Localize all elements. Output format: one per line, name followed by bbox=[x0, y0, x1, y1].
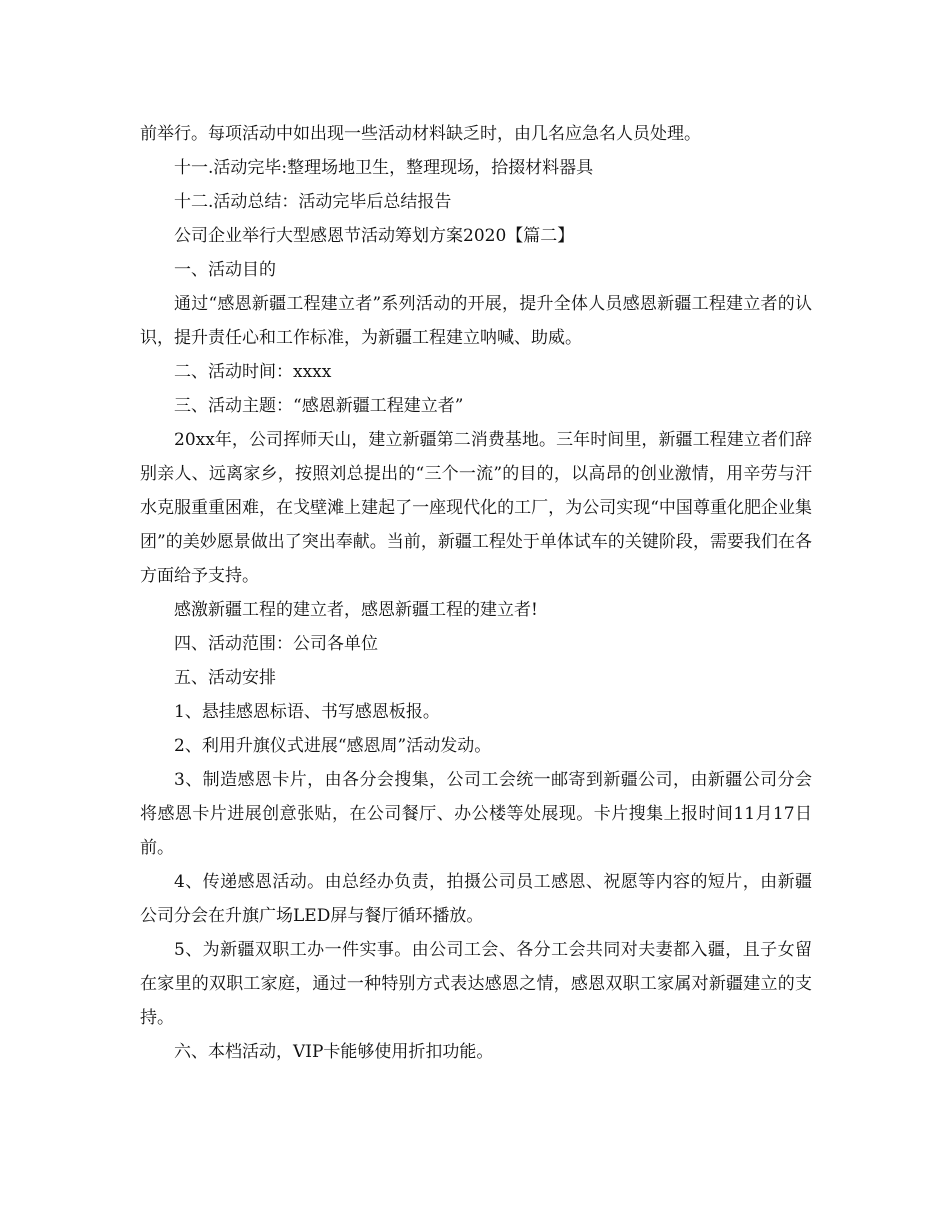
paragraph-continuation: 前举行。每项活动中如出现一些活动材料缺乏时，由几名应急名人员处理。 bbox=[140, 124, 701, 144]
section-title: 公司企业举行大型感恩节活动筹划方案2020【篇二】 bbox=[174, 226, 575, 246]
list-item-5: 5、为新疆双职工办一件实事。由公司工会、各分工会共同对夫妻都入疆，且子女留在家里的双职工家庭，通过一种特别方式表达感恩之情，感恩双职工家属对新疆建立的支持。 bbox=[140, 940, 812, 1028]
heading-theme: 三、活动主题：“感恩新疆工程建立者” bbox=[174, 396, 464, 416]
heading-scope: 四、活动范围：公司各单位 bbox=[174, 634, 378, 654]
heading-purpose: 一、活动目的 bbox=[174, 260, 276, 280]
list-item-1: 1、悬挂感恩标语、书写感恩板报。 bbox=[174, 702, 440, 722]
paragraph-purpose: 通过“感恩新疆工程建立者”系列活动的开展，提升全体人员感恩新疆工程建立者的认识，提升责任心和工作标准，为新疆工程建立呐喊、助威。 bbox=[140, 294, 812, 348]
heading-time: 二、活动时间：xxxx bbox=[174, 362, 332, 382]
list-item-2: 2、利用升旗仪式进展“感恩周”活动发动。 bbox=[174, 736, 492, 756]
heading-arrangement: 五、活动安排 bbox=[174, 668, 276, 688]
paragraph-item-eleven: 十一.活动完毕:整理场地卫生，整理现场，拾掇材料器具 bbox=[174, 158, 594, 178]
list-item-3: 3、制造感恩卡片，由各分会搜集，公司工会统一邮寄到新疆公司，由新疆公司分会将感恩卡片进展创意张贴，在公司餐厅、办公楼等处展现。卡片搜集上报时间11月17日前。 bbox=[140, 770, 812, 858]
paragraph-item-twelve: 十二.活动总结：活动完毕后总结报告 bbox=[174, 192, 452, 212]
list-item-4: 4、传递感恩活动。由总经办负责，拍摄公司员工感恩、祝愿等内容的短片，由新疆公司分会在升旗广场LED屏与餐厅循环播放。 bbox=[140, 872, 812, 926]
document-body bbox=[140, 117, 812, 1069]
paragraph-background: 20xx年，公司挥师天山，建立新疆第二消费基地。三年时间里，新疆工程建立者们辞别亲人、远离家乡，按照刘总提出的“三个一流”的目的，以高昂的创业激情，用辛劳与汗水克服重重困难，在戈壁滩上建起了一座现代化的工厂，为公司实现“中国尊重化肥企业集团”的美妙愿景做出了突出奉献。当前，新疆工程处于单体试车的关键阶段，需要我们在各方面给予支持。 bbox=[140, 430, 812, 586]
paragraph-thanks: 感激新疆工程的建立者，感恩新疆工程的建立者! bbox=[174, 600, 538, 620]
heading-six: 六、本档活动，VIP卡能够使用折扣功能。 bbox=[174, 1042, 494, 1062]
